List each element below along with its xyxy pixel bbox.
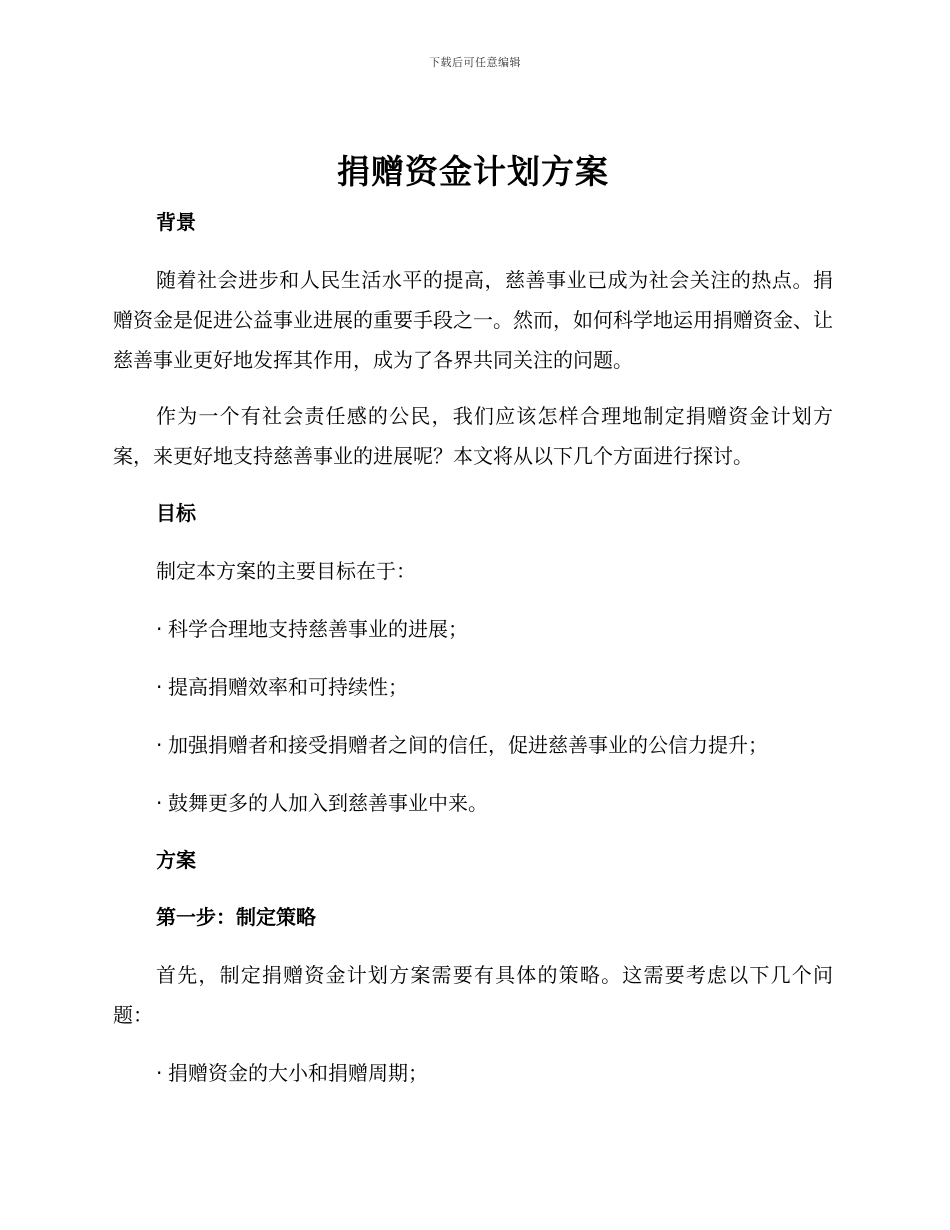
section-heading-plan: 方案 <box>156 848 196 872</box>
goal-list-item <box>113 783 833 823</box>
goal-list-item <box>113 667 833 707</box>
background-paragraph-2: 作为一个有社会责任感的公民，我们应该怎样合理地制定捐赠资金计划方案，来更好地支持慈善事业的进展呢？本文将从以下几个方面进行探讨。 <box>113 404 833 468</box>
document-body <box>113 148 833 1093</box>
bullet-mark: · <box>156 675 163 699</box>
section-heading-goal: 目标 <box>156 501 196 525</box>
goal-intro-paragraph: 制定本方案的主要目标在于： <box>156 559 416 583</box>
subsection-heading-step1: 第一步：制定策略 <box>156 905 316 929</box>
goal-list-item <box>113 725 833 765</box>
bullet-mark: · <box>156 791 163 815</box>
step1-paragraph: 首先，制定捐赠资金计划方案需要有具体的策略。这需要考虑以下几个问题： <box>113 963 833 1027</box>
goal-item-text: 提高捐赠效率和可持续性； <box>168 675 408 699</box>
document-title: 捐赠资金计划方案 <box>337 152 609 191</box>
bullet-mark: · <box>156 1061 163 1085</box>
section-heading-background: 背景 <box>156 210 196 234</box>
goal-item-text: 科学合理地支持慈善事业的进展； <box>168 617 468 641</box>
bullet-mark: · <box>156 733 163 757</box>
goal-list-item <box>113 609 833 649</box>
goal-item-text: 加强捐赠者和接受捐赠者之间的信任，促进慈善事业的公信力提升； <box>168 733 768 757</box>
background-paragraph-1: 随着社会进步和人民生活水平的提高，慈善事业已成为社会关注的热点。捐赠资金是促进公益事业进展的重要手段之一。然而，如何科学地运用捐赠资金、让慈善事业更好地发挥其作用，成为了各界共同关注的问题。 <box>113 268 833 372</box>
header-note: 下载后可任意编辑 <box>429 56 521 69</box>
bullet-mark: · <box>156 617 163 641</box>
step1-list-item <box>113 1053 833 1093</box>
goal-item-text: 鼓舞更多的人加入到慈善事业中来。 <box>168 791 488 815</box>
step1-item-text: 捐赠资金的大小和捐赠周期； <box>168 1061 428 1085</box>
